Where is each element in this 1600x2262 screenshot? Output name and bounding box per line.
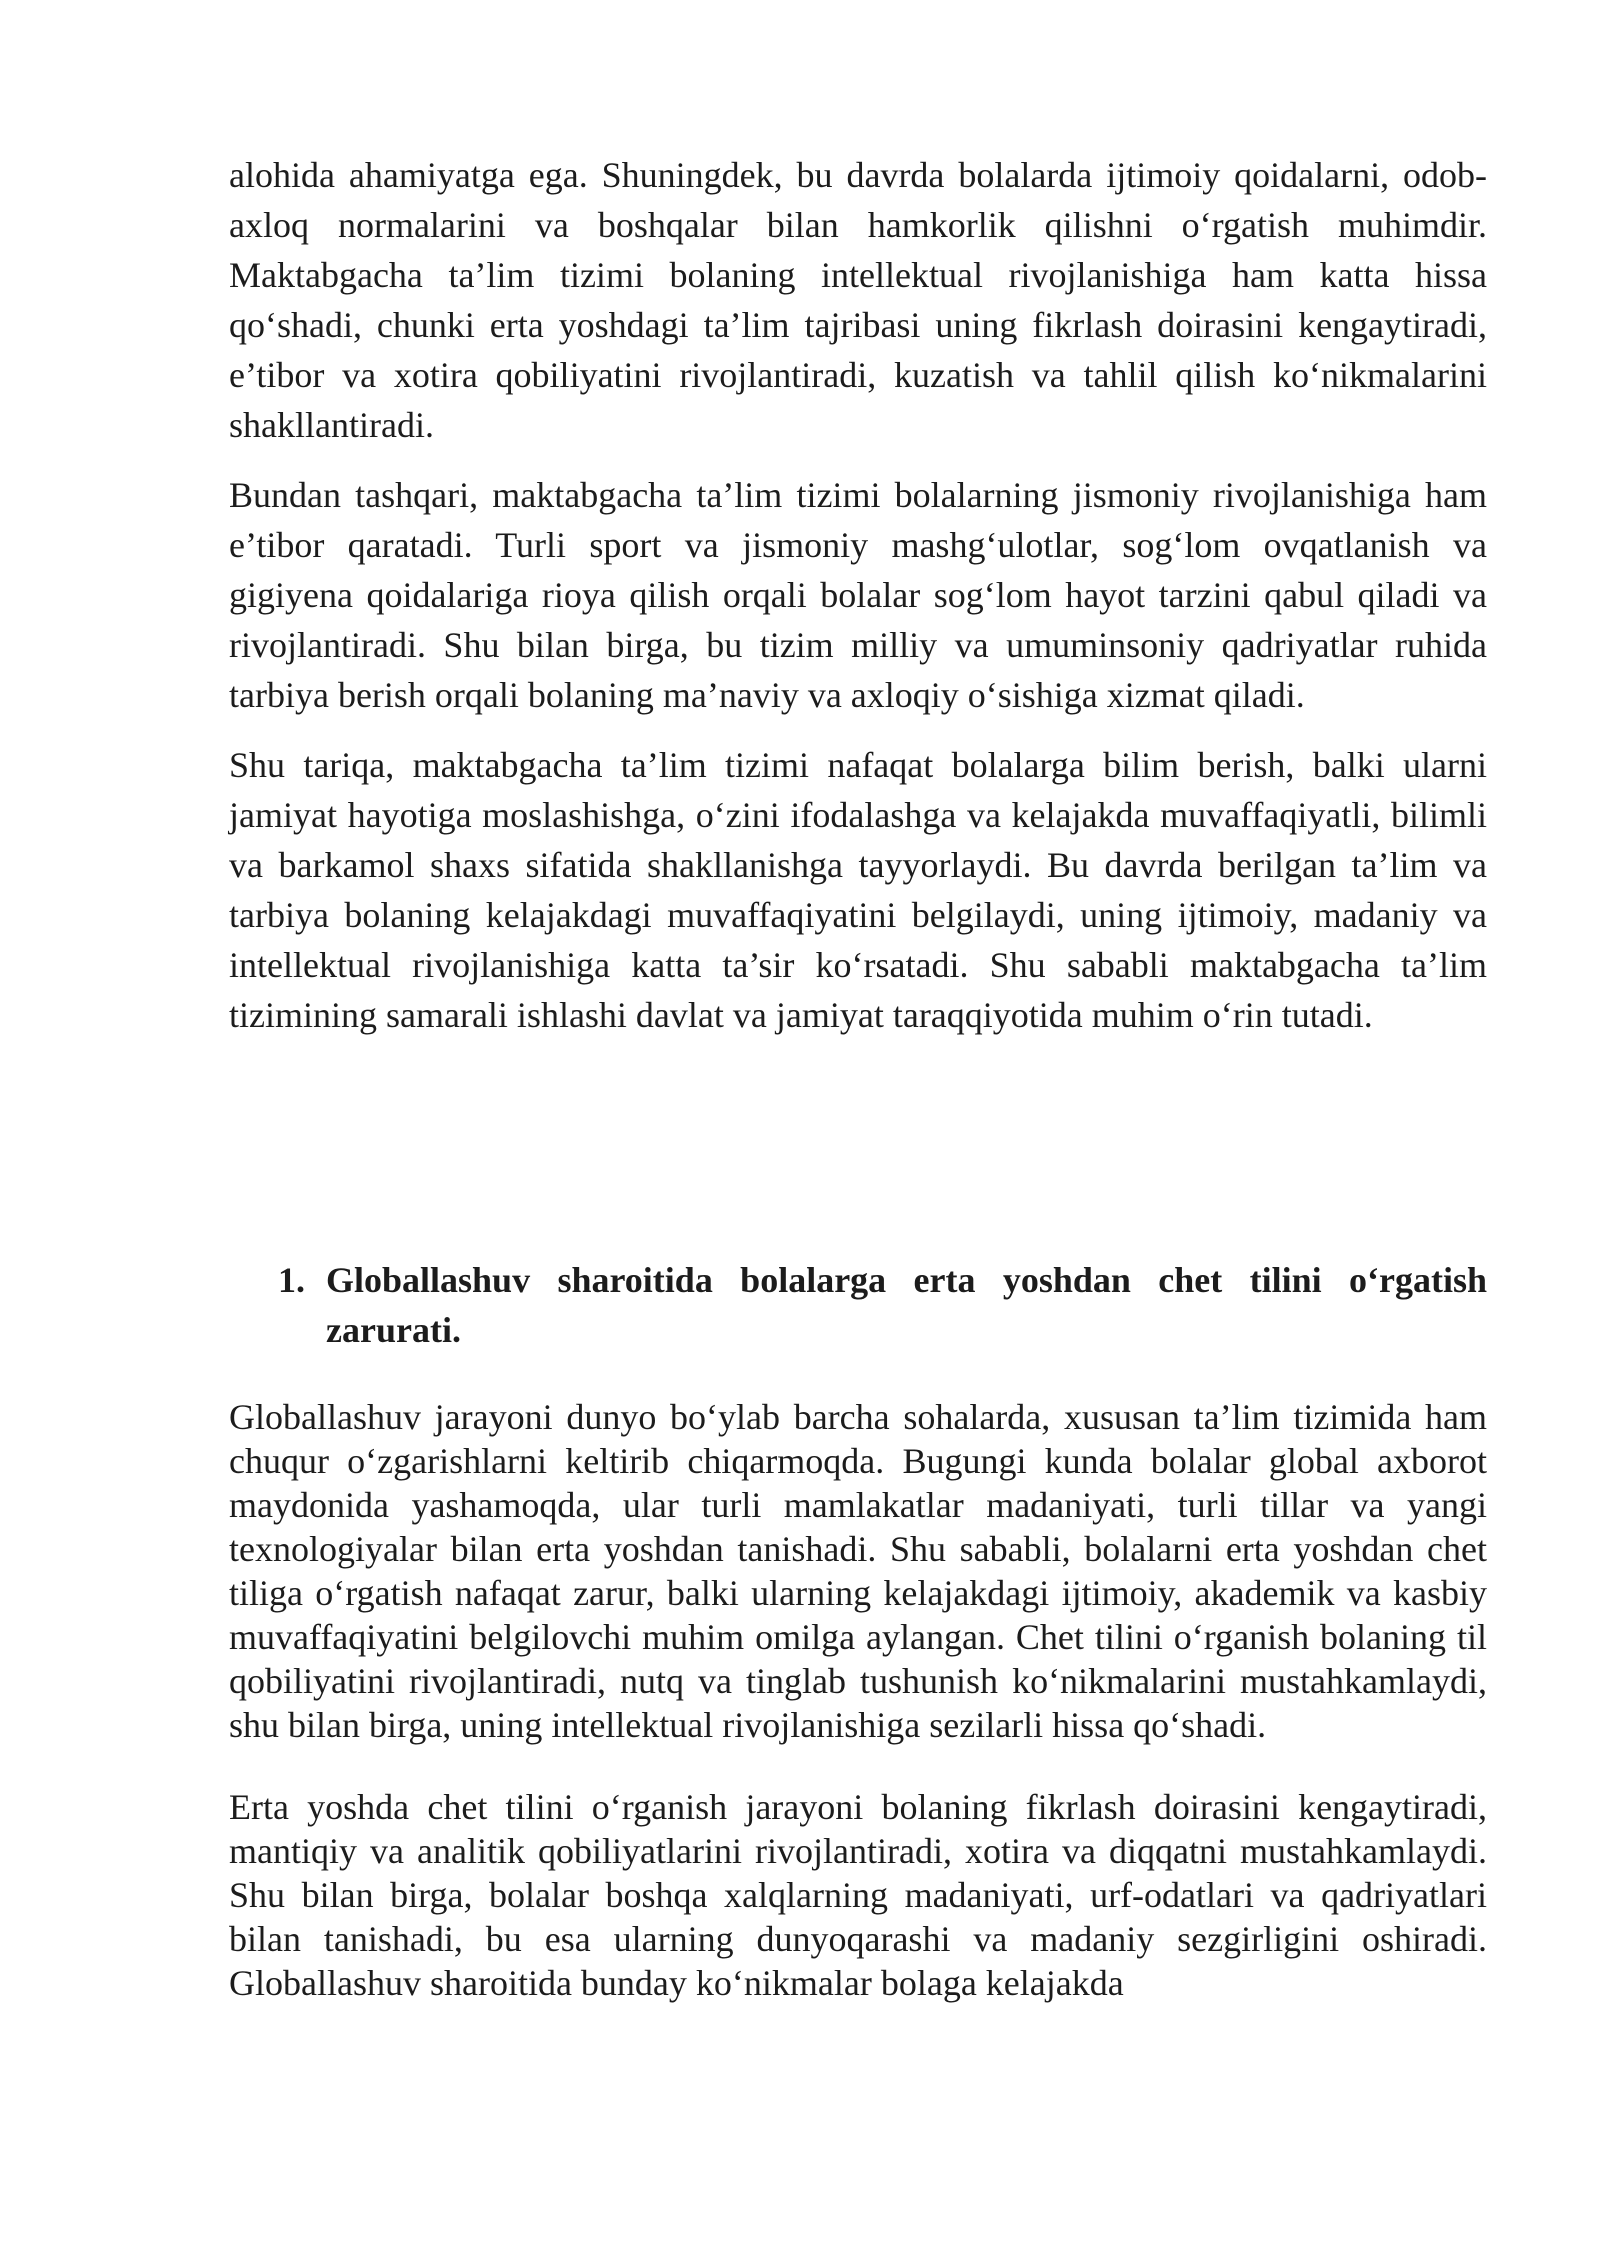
paragraph: Globallashuv jarayoni dunyo bo‘ylab barcha sohalarda, xususan ta’lim tizimida ham chuqur o‘zgarishlarni keltirib chiqarmoqda. Bugungi kunda bolalar global axborot maydonida yashamoqda, ular turli mamlakatlar madaniyati, turli tillar va yangi texnologiyalar bilan erta yoshdan tanishadi. Shu sababli, bolalarni erta yoshdan chet tiliga o‘rgatish nafaqat zarur, balki ularning kelajakdagi ijtimoiy, akademik va kasbiy muvaffaqiyatini belgilovchi muhim omilga aylangan. Chet tilini o‘rganish bolaning til qobiliyatini rivojlantiradi, nutq va tinglab tushunish ko‘nikmalarini mustahkamlaydi, shu bilan birga, uning intellektual rivojlanishiga sezilarli hissa qo‘shadi. [229, 1397, 1487, 1745]
paragraph: Erta yoshda chet tilini o‘rganish jarayoni bolaning fikrlash doirasini kengaytiradi, mantiqiy va analitik qobiliyatlarini rivojlantiradi, xotira va diqqatni mustahkamlaydi. Shu bilan birga, bolalar boshqa xalqlarning madaniyati, urf-odatlari va qadriyatlari bilan tanishadi, bu esa ularning dunyoqarashi va madaniy sezgirligini oshiradi. Globallashuv sharoitida bunday ko‘nikmalar bolaga kelajakda [229, 1787, 1487, 2003]
paragraph: Bundan tashqari, maktabgacha ta’lim tizimi bolalarning jismoniy rivojlanishiga ham e’tibor qaratadi. Turli sport va jismoniy mashg‘ulotlar, sog‘lom ovqatlanish va gigiyena qoidalariga rioya qilish orqali bolalar sog‘lom hayot tarzini qabul qiladi va rivojlantiradi. Shu bilan birga, bu tizim milliy va umuminsoniy qadriyatlar ruhida tarbiya berish orqali bolaning ma’naviy va axloqiy o‘sishiga xizmat qiladi. [229, 475, 1487, 715]
heading-text: Globallashuv sharoitida bolalarga erta yoshdan chet tilini o‘rgatish zarurati. [326, 1260, 1487, 1350]
heading-number: 1. [278, 1260, 305, 1300]
top-text-block [229, 150, 1487, 1040]
section-heading [278, 1255, 1487, 1355]
bottom-text-block [229, 1395, 1487, 2005]
paragraph: Shu tariqa, maktabgacha ta’lim tizimi nafaqat bolalarga bilim berish, balki ularni jamiyat hayotiga moslashishga, o‘zini ifodalashga va kelajakda muvaffaqiyatli, bilimli va barkamol shaxs sifatida shakllanishga tayyorlaydi. Bu davrda berilgan ta’lim va tarbiya bolaning kelajakdagi muvaffaqiyatini belgilaydi, uning ijtimoiy, madaniy va intellektual rivojlanishiga katta ta’sir ko‘rsatadi. Shu sababli maktabgacha ta’lim tizimining samarali ishlashi davlat va jamiyat taraqqiyotida muhim o‘rin tutadi. [229, 745, 1487, 1035]
paragraph: alohida ahamiyatga ega. Shuningdek, bu davrda bolalarda ijtimoiy qoidalarni, odob-axloq normalarini va boshqalar bilan hamkorlik qilishni o‘rgatish muhimdir. Maktabgacha ta’lim tizimi bolaning intellektual rivojlanishiga ham katta hissa qo‘shadi, chunki erta yoshdagi ta’lim tajribasi uning fikrlash doirasini kengaytiradi, e’tibor va xotira qobiliyatini rivojlantiradi, kuzatish va tahlil qilish ko‘nikmalarini shakllantiradi. [229, 155, 1487, 445]
